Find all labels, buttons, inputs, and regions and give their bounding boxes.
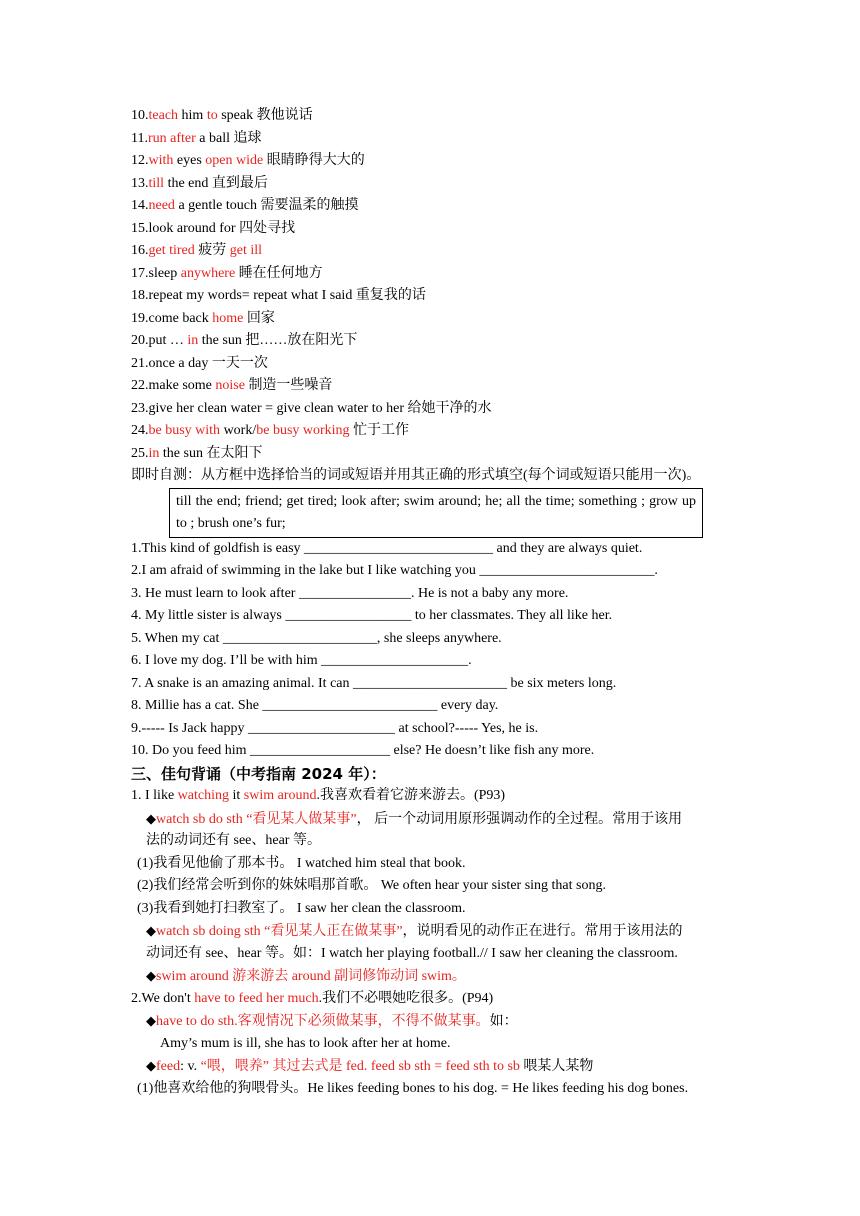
document-page (0, 105, 860, 1100)
text-span: ， 后一个动词用原形强调动作的全过程。常用于该用 (356, 811, 683, 827)
quiz-question: 5. When my cat ______________________, she sleeps anywhere. (131, 630, 502, 646)
phrase-item (0, 420, 860, 443)
text-span: 眼睛睁得大大的 (263, 153, 365, 168)
text-span: 21.once a day 一天一次 (131, 355, 268, 371)
highlight-text: feed (156, 1059, 181, 1074)
note-line (0, 1010, 860, 1033)
highlight-text: have to do sth.客观情况下必须做某事，不得不做某事。 (156, 1014, 490, 1029)
text-span: 25. (131, 445, 149, 461)
bullet-icon: ◆ (146, 968, 156, 983)
highlight-text: open wide (205, 153, 264, 168)
note-line (0, 785, 860, 808)
text-span: 24. (131, 423, 149, 438)
highlight-text: till (148, 175, 165, 191)
text-span: 20.put … (131, 333, 188, 348)
phrase-item (0, 443, 860, 466)
text-span: 19.come back (131, 310, 213, 326)
text-span: a gentle touch 需要温柔的触摸 (174, 198, 359, 213)
phrase-item (0, 195, 860, 218)
text-span: 忙于工作 (349, 423, 410, 438)
note-line (0, 943, 860, 966)
text-span: 动词还有 see、hear 等。如：I watch her playing football.// I saw her cleaning the classroom. (146, 945, 678, 961)
note-line (0, 853, 860, 876)
text-span: work/ (220, 423, 257, 438)
bullet-icon: ◆ (146, 1058, 156, 1073)
highlight-text: noise (215, 378, 245, 393)
note-line (0, 898, 860, 921)
highlight-text: need (148, 198, 175, 213)
highlight-text: swim around 游来游去 around 副词修饰动词 swim。 (156, 969, 466, 984)
quiz-question: 8. Millie has a cat. She _________________________ every day. (131, 698, 499, 713)
phrase-item (0, 375, 860, 398)
text-span: (3)我看到她打扫教室了。 I saw her clean the classroom. (137, 900, 466, 916)
bullet-icon: ◆ (146, 810, 156, 826)
highlight-text: to (206, 108, 218, 123)
phrase-item (0, 263, 860, 286)
phrase-item (0, 105, 860, 128)
text-span: 22.make some (131, 378, 216, 393)
text-span: eyes (173, 153, 206, 168)
text-span: the end 直到最后 (164, 175, 268, 191)
text-span: : v. (180, 1059, 201, 1074)
text-span: 法的动词还有 see、hear 等。 (146, 833, 321, 848)
text-span: 睡在任何地方 (235, 265, 323, 281)
phrase-item (0, 128, 860, 151)
text-span: 回家 (243, 310, 275, 326)
highlight-text: anywhere (180, 265, 236, 281)
highlight-text: in (187, 333, 199, 348)
note-line (0, 875, 860, 898)
text-span: (1)我看见他偷了那本书。 I watched him steal that book. (137, 855, 466, 871)
note-line (0, 808, 860, 831)
text-span: 1. I like (131, 788, 178, 803)
note-line (0, 1078, 860, 1101)
bullet-icon: ◆ (146, 923, 156, 938)
text-span: 喂某人某物 (519, 1059, 594, 1074)
bullet-icon: ◆ (146, 1013, 156, 1028)
text-span: the sun 在太阳下 (159, 445, 263, 461)
text-span: 2.We don't (131, 990, 195, 1006)
quiz-question: 10. Do you feed him ____________________ else? He doesn’t like fish any more. (131, 743, 595, 758)
phrase-item (0, 150, 860, 173)
note-line (0, 1033, 860, 1056)
phrase-item (0, 218, 860, 241)
highlight-text: be busy working (256, 423, 350, 438)
highlight-text: be busy with (148, 423, 221, 438)
quiz-question: 3. He must learn to look after ________________. He is not a baby any more. (131, 585, 569, 601)
quiz-question: 1.This kind of goldfish is easy ___________________________ and they are always quiet. (131, 540, 643, 556)
highlight-text: have to feed her much (194, 990, 319, 1006)
phrase-item (0, 308, 860, 331)
note-line (0, 1055, 860, 1078)
quiz-instruction: 即时自测：从方框中选择恰当的词或短语并用其正确的形式填空(每个词或短语只能用一次)。 (131, 468, 701, 483)
text-span: 14. (131, 198, 149, 213)
quiz-question: 7. A snake is an amazing animal. It can ______________________ be six meters long. (131, 675, 617, 691)
text-span: ，说明看见的动作正在进行。常用于该用法的 (402, 924, 683, 939)
phrase-item (0, 353, 860, 376)
highlight-text: teach (148, 108, 179, 123)
text-span: 23.give her clean water = give clean water to her 给她干净的水 (131, 400, 492, 416)
note-line (0, 830, 860, 853)
phrase-item (0, 240, 860, 263)
highlight-text: watching (177, 788, 229, 803)
highlight-text: with (148, 153, 174, 168)
highlight-text: “喂，喂养” 其过去式是 fed. feed sb sth = feed sth to sb (200, 1059, 520, 1074)
text-span: him (178, 108, 207, 123)
text-span: 11. (131, 130, 148, 146)
notes-list (0, 785, 860, 1100)
word-box: till the end; friend; get tired; look after; swim around; he; all the time; something ; grow up to ; brush one’s fur; (169, 488, 703, 538)
text-span: 12. (131, 153, 149, 168)
section-title: 三、佳句背诵（中考指南 2024 年）： (131, 764, 386, 783)
phrase-item (0, 398, 860, 421)
quiz-question: 9.----- Is Jack happy _____________________ at school?----- Yes, he is. (131, 720, 539, 736)
phrase-item (0, 173, 860, 196)
note-line (0, 988, 860, 1011)
highlight-text: swim around (243, 788, 317, 803)
quiz-question: 4. My little sister is always __________________ to her classmates. They all like her. (131, 608, 613, 623)
highlight-text: watch sb do sth “看见某人做某事” (156, 811, 357, 827)
text-span: 疲劳 (194, 243, 230, 258)
note-line (0, 920, 860, 943)
text-span: 18.repeat my words= repeat what I said 重复我的话 (131, 288, 426, 303)
text-span: it (228, 788, 244, 803)
text-span: 16. (131, 243, 149, 258)
quiz-question: 6. I love my dog. I’ll be with him _____________________. (131, 653, 472, 668)
text-span: speak 教他说话 (217, 108, 313, 123)
phrase-item (0, 330, 860, 353)
text-span: 13. (131, 175, 149, 191)
text-span: Amy’s mum is ill, she has to look after her at home. (160, 1035, 451, 1051)
highlight-text: run after (147, 130, 196, 146)
quiz-question: 2.I am afraid of swimming in the lake but I like watching you _________________________. (131, 563, 658, 578)
text-span: 10. (131, 108, 149, 123)
text-span: .我们不必喂她吃很多。(P94) (318, 990, 494, 1006)
highlight-text: get tired (148, 243, 195, 258)
text-span: 制造一些噪音 (244, 378, 333, 393)
text-span: the sun 把……放在阳光下 (198, 333, 358, 348)
phrase-item (0, 285, 860, 308)
highlight-text: get ill (229, 243, 263, 258)
text-span: (2)我们经常会听到你的妹妹唱那首歌。 We often hear your sister sing that song. (137, 878, 606, 893)
highlight-text: home (212, 310, 244, 326)
text-span: (1)他喜欢给他的狗喂骨头。He likes feeding bones to his dog. = He likes feeding his dog bones. (137, 1080, 689, 1096)
text-span: .我喜欢看着它游来游去。(P93) (316, 788, 506, 803)
text-span: 15.look around for 四处寻找 (131, 220, 296, 236)
note-line (0, 965, 860, 988)
phrase-list (0, 105, 860, 465)
text-span: 如： (489, 1014, 518, 1029)
question-list (0, 538, 860, 763)
highlight-text: watch sb doing sth “看见某人正在做某事” (156, 924, 403, 939)
text-span: a ball 追球 (195, 130, 262, 146)
text-span: 17.sleep (131, 265, 181, 281)
highlight-text: in (148, 445, 160, 461)
